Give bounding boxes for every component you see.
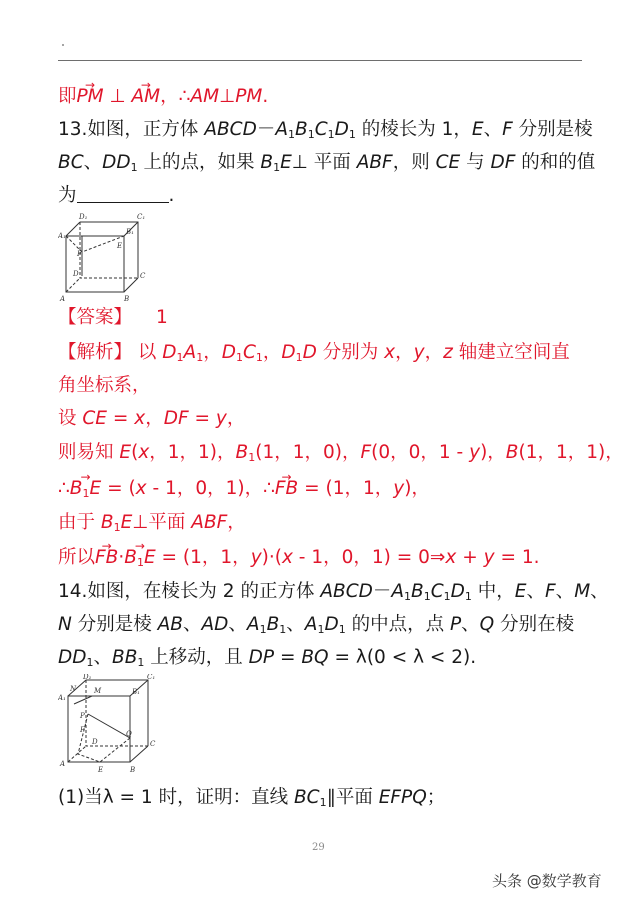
var: M xyxy=(574,581,591,602)
solution-line-5 xyxy=(58,476,430,507)
text: 、 xyxy=(526,581,546,602)
subscript: 1 xyxy=(86,656,94,669)
text: 14.如图，在棱长为 2 的正方体 xyxy=(58,581,321,602)
q14-line-2 xyxy=(58,612,574,643)
text: 设 xyxy=(58,408,83,429)
var: x xyxy=(445,547,457,568)
text: 与 xyxy=(460,152,491,173)
figure-cube-q13 xyxy=(58,212,158,304)
text: = xyxy=(107,408,135,429)
var: D xyxy=(334,119,349,140)
var: P xyxy=(449,614,462,635)
var: A xyxy=(391,581,405,602)
vector-b1e xyxy=(124,545,155,576)
q13-line-1 xyxy=(58,117,593,148)
var: E xyxy=(471,119,484,140)
q14-line-1 xyxy=(58,579,609,610)
var: BC xyxy=(58,152,84,173)
var: y xyxy=(413,342,425,363)
text: (1，1，0)， xyxy=(255,442,361,463)
var: DP xyxy=(248,647,275,668)
text: 、 xyxy=(590,581,609,602)
text: ，则 xyxy=(392,152,436,173)
var: D xyxy=(324,614,339,635)
subscript: 1 xyxy=(273,161,281,174)
fig2-label: Q xyxy=(126,730,132,738)
fig1-label: C₁ xyxy=(137,213,146,221)
answer-label: 【答案】 xyxy=(58,307,133,328)
page-number: 29 xyxy=(312,842,325,853)
text: 则易知 xyxy=(58,442,120,463)
text: . xyxy=(168,185,175,206)
var: F xyxy=(502,119,513,140)
subscript: 1 xyxy=(137,656,145,669)
text: . xyxy=(262,86,269,107)
fig1-label: D₁ xyxy=(79,213,88,221)
var: ABCD xyxy=(204,119,257,140)
subscript: 1 xyxy=(176,351,184,364)
text: ，∴ xyxy=(160,86,191,107)
var: B xyxy=(295,119,308,140)
var: B xyxy=(124,547,137,568)
vector-pm: → PM xyxy=(77,84,104,110)
fig1-label: B xyxy=(124,295,130,303)
var: D xyxy=(162,342,177,363)
text: ⊥平面 xyxy=(132,512,192,533)
var: AM xyxy=(190,86,220,107)
text: 、 xyxy=(555,581,575,602)
text: (0，0，1 - xyxy=(371,442,470,463)
figure-cube-q14 xyxy=(58,674,168,778)
text: + xyxy=(456,547,484,568)
text: ， xyxy=(424,342,444,363)
var: C xyxy=(430,581,444,602)
solution-line-7 xyxy=(58,545,540,576)
text: 13.如图，正方体 xyxy=(58,119,205,140)
text: = xyxy=(274,647,302,668)
answer-blank xyxy=(77,184,169,203)
subscript: 1 xyxy=(307,128,315,141)
subscript: 1 xyxy=(338,623,346,636)
text: 即 xyxy=(58,86,77,107)
var: F xyxy=(360,442,372,463)
subscript: 1 xyxy=(288,128,295,141)
var: Q xyxy=(479,614,495,635)
var: A xyxy=(246,614,260,635)
subscript: 1 xyxy=(248,451,256,464)
var: y xyxy=(250,547,262,568)
solution-line-1 xyxy=(58,340,570,371)
var: B xyxy=(235,442,249,463)
fig2-label: P xyxy=(80,712,85,720)
fig2-label: B xyxy=(130,766,136,774)
solution-line-3 xyxy=(58,406,245,432)
q14-part-1-line xyxy=(58,785,445,816)
text: )， xyxy=(404,478,430,499)
var: A xyxy=(304,614,318,635)
var: x xyxy=(135,478,147,499)
fig1-label: A₁ xyxy=(58,232,66,240)
solution-line-2 xyxy=(58,373,151,399)
var: DF xyxy=(490,152,516,173)
fig1-label: B₁ xyxy=(126,228,134,236)
text: ⊥ xyxy=(219,86,236,107)
text: 分别是棱 xyxy=(512,119,593,140)
subscript: 1 xyxy=(196,351,204,364)
var: A xyxy=(275,119,288,140)
var: CE xyxy=(435,152,461,173)
var: x xyxy=(138,442,150,463)
text: 的中点，点 xyxy=(345,614,450,635)
var: DD xyxy=(58,647,87,668)
var: D xyxy=(281,342,296,363)
text: - 1，0，1) = 0⇒ xyxy=(292,547,446,568)
text: 上的点，如果 xyxy=(137,152,261,173)
subscript: 1 xyxy=(404,590,412,603)
text: = λ(0 < λ < 2). xyxy=(328,647,477,668)
subscript: 1 xyxy=(113,521,121,534)
var: B xyxy=(411,581,424,602)
text: ， xyxy=(227,512,246,533)
fig1-label: A xyxy=(60,295,66,303)
var: DD xyxy=(102,152,131,173)
subscript: 1 xyxy=(136,556,144,569)
var: DF xyxy=(163,408,189,429)
fig2-label: M xyxy=(94,687,102,695)
subscript: 1 xyxy=(235,351,243,364)
text: = 1. xyxy=(494,547,540,568)
var: E xyxy=(120,512,133,533)
solution-line-4 xyxy=(58,440,624,471)
var: E xyxy=(143,547,156,568)
text: 、 xyxy=(286,614,305,635)
q13-line-3 xyxy=(58,183,174,209)
fig1-label: F xyxy=(77,250,82,258)
text: ， xyxy=(145,408,164,429)
watermark: 头条 @数学教育 xyxy=(492,872,602,890)
var: E xyxy=(514,581,527,602)
subscript: 1 xyxy=(319,796,327,809)
text: 的棱长为 1， xyxy=(355,119,472,140)
subscript: 1 xyxy=(317,623,325,636)
text: 、 xyxy=(483,119,503,140)
var: E xyxy=(280,152,292,173)
text: 所以 xyxy=(58,547,96,568)
text: ( xyxy=(131,442,139,463)
text: ， xyxy=(203,342,222,363)
text: ， xyxy=(226,408,246,429)
fig2-label: B₁ xyxy=(132,688,140,696)
var: ABCD xyxy=(320,581,373,602)
fig1-label: C xyxy=(140,272,146,280)
var: y xyxy=(483,547,495,568)
subscript: 1 xyxy=(327,128,335,141)
subscript: 1 xyxy=(130,161,138,174)
text: ，1，1)， xyxy=(149,442,236,463)
text: 上移动，且 xyxy=(144,647,249,668)
solution-label: 【解析】 xyxy=(58,342,133,363)
var: ABF xyxy=(191,512,228,533)
var: AB xyxy=(157,614,183,635)
fig2-label: D₁ xyxy=(83,674,92,681)
text: 、 xyxy=(461,614,480,635)
var: D xyxy=(302,342,317,363)
subscript: 1 xyxy=(423,590,431,603)
text: - 1，0，1)，∴ xyxy=(146,478,275,499)
text: )， xyxy=(480,442,506,463)
var: BQ xyxy=(301,647,329,668)
var: F xyxy=(545,581,556,602)
subscript: 1 xyxy=(443,590,451,603)
vector-fb: → FB xyxy=(275,476,298,502)
answer-value: 1 xyxy=(156,307,168,328)
var: EFPQ xyxy=(378,787,427,808)
text: = xyxy=(188,408,216,429)
var: B xyxy=(69,478,83,499)
header-dot xyxy=(62,44,64,46)
subscript: 1 xyxy=(279,623,287,636)
var: ABF xyxy=(356,152,393,173)
var: C xyxy=(242,342,256,363)
fig2-label: F xyxy=(80,726,85,734)
fig2-label: C₁ xyxy=(147,674,156,681)
text: 的和的值 xyxy=(515,152,596,173)
text: 由于 xyxy=(58,512,101,533)
prev-conclusion-line xyxy=(58,84,268,110)
text: 、 xyxy=(83,152,103,173)
fig2-label: A xyxy=(60,760,66,768)
text: 轴建立空间直 xyxy=(452,342,570,363)
text: 以 xyxy=(132,342,163,363)
var: BB xyxy=(112,647,138,668)
var: N xyxy=(58,614,72,635)
fig2-label: N xyxy=(70,685,77,693)
var: B xyxy=(260,152,274,173)
text: 、 xyxy=(182,614,202,635)
var: A xyxy=(183,342,197,363)
subscript: 1 xyxy=(464,590,472,603)
subscript: 1 xyxy=(259,623,267,636)
subscript: 1 xyxy=(255,351,263,364)
text: 为 xyxy=(58,185,77,206)
text: ， xyxy=(262,342,282,363)
text: － xyxy=(372,581,392,602)
var: AD xyxy=(201,614,229,635)
vector-am: → AM xyxy=(132,84,161,110)
var: D xyxy=(221,342,236,363)
fig2-label: A₁ xyxy=(58,694,66,702)
fig2-label: E xyxy=(98,766,104,774)
var: CE xyxy=(82,408,107,429)
subscript: 1 xyxy=(348,128,356,141)
q13-line-2 xyxy=(58,150,595,181)
var: y xyxy=(469,442,481,463)
var: BC xyxy=(293,787,320,808)
var: B xyxy=(100,512,114,533)
text: (1)当λ = 1 时，证明：直线 xyxy=(58,787,294,808)
var: x xyxy=(281,547,293,568)
var: x xyxy=(134,408,146,429)
fig2-label: D xyxy=(92,738,98,746)
text: ； xyxy=(426,787,446,808)
text: ∥平面 xyxy=(326,787,379,808)
subscript: 1 xyxy=(295,351,303,364)
text: = (1，1， xyxy=(155,547,251,568)
vector-fb: → FB xyxy=(95,545,118,571)
text: 分别是棱 xyxy=(71,614,158,635)
text: = ( xyxy=(101,478,136,499)
var: x xyxy=(384,342,396,363)
text: 、 xyxy=(228,614,247,635)
text: 角坐标系， xyxy=(58,375,151,396)
text: 、 xyxy=(93,647,113,668)
text: · xyxy=(118,547,125,568)
answer-line xyxy=(58,305,168,331)
text: ， xyxy=(395,342,414,363)
vector-b1e xyxy=(70,476,101,507)
var: E xyxy=(119,442,132,463)
var: y xyxy=(393,478,405,499)
fig2-label: C xyxy=(150,740,156,748)
var: PM xyxy=(235,86,263,107)
var: y xyxy=(215,408,227,429)
text: － xyxy=(256,119,276,140)
text: 分别在棱 xyxy=(494,614,575,635)
fig1-label: D xyxy=(73,270,79,278)
text: ∴ xyxy=(58,478,70,499)
text: ⊥ 平面 xyxy=(291,152,357,173)
text: ⊥ xyxy=(103,86,132,107)
var: E xyxy=(89,478,102,499)
var: z xyxy=(443,342,453,363)
fig1-label: E xyxy=(117,242,123,250)
text: 中， xyxy=(471,581,515,602)
var: B xyxy=(505,442,519,463)
var: C xyxy=(314,119,328,140)
text: = (1，1， xyxy=(298,478,394,499)
text: (1，1，1)， xyxy=(518,442,624,463)
text: 分别为 xyxy=(316,342,385,363)
var: D xyxy=(450,581,465,602)
header-rule xyxy=(58,60,582,61)
var: B xyxy=(266,614,280,635)
text: )·( xyxy=(261,547,282,568)
subscript: 1 xyxy=(82,487,90,500)
q14-line-3 xyxy=(58,645,476,676)
